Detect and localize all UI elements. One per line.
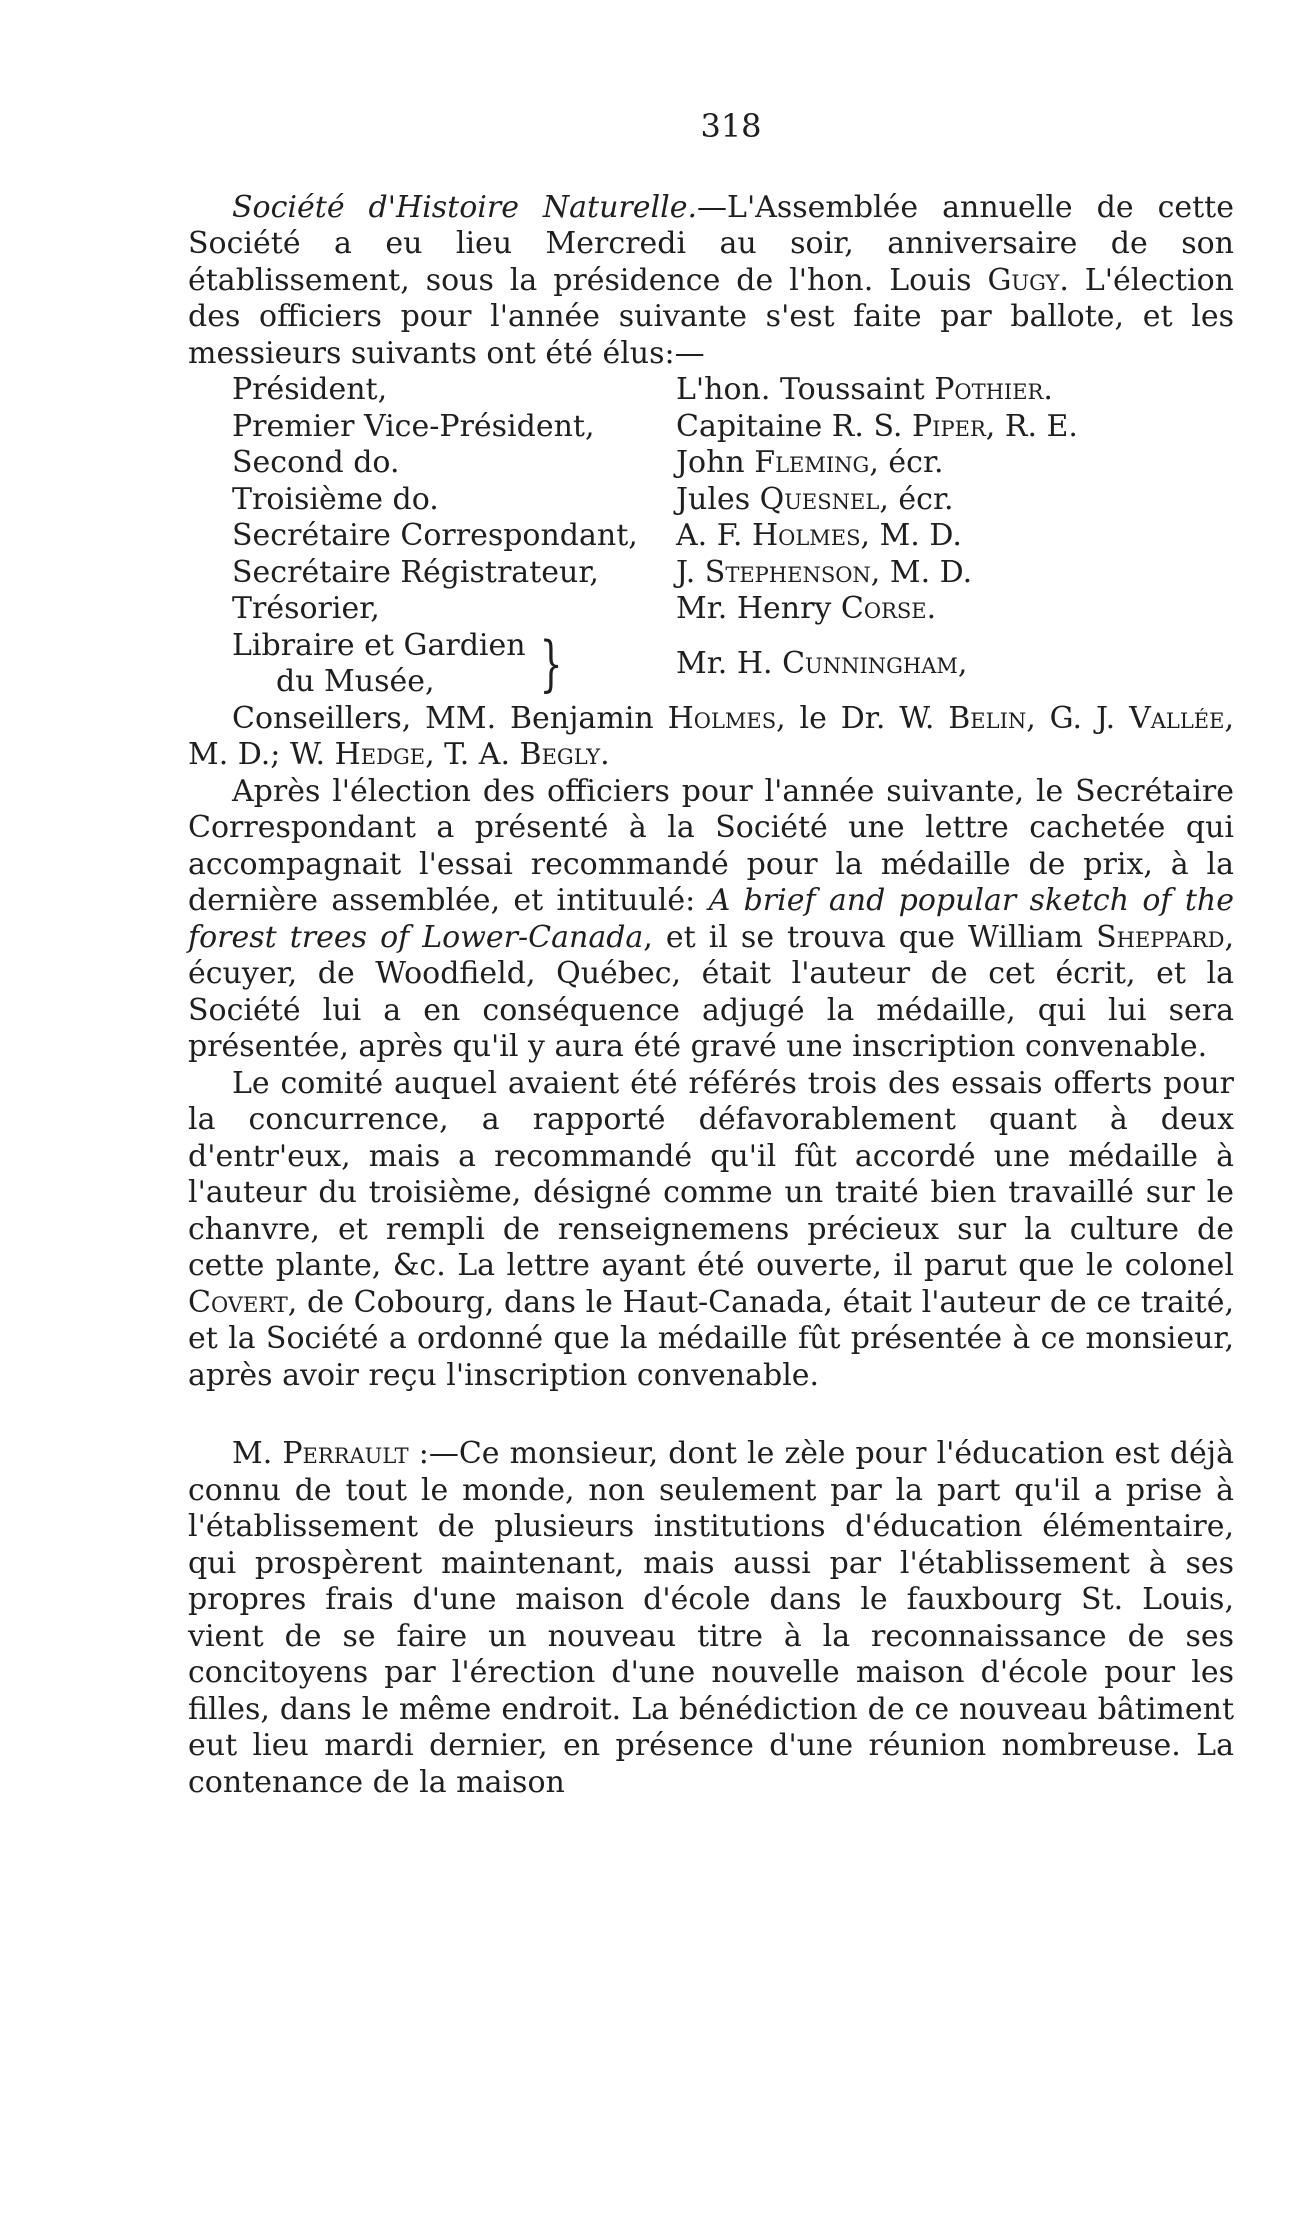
officer-role: Trésorier,	[232, 591, 380, 626]
committee-paragraph: Le comité auquel avaient été référés trois des essais offerts pour la concurrence, a rapporté défavorablement quant à deux d'entr'eux, mais a recommandé qu'il fût accordé une médaille à l'auteur du troisième, désigné comme un traité bien travaillé sur le chanvre, et rempli de renseignemens précieux sur la culture de cette plante, &c. La lettre ayant été ouverte, il parut que le colonel Covert, de Cobourg, dans le Haut-Canada, était l'auteur de ce traité, et la Société a ordonné que la médaille fût présentée à ce monsieur, après avoir reçu l'inscription convenable.	[188, 1065, 1234, 1393]
officer-name: John Fleming, écr.	[676, 445, 944, 480]
officer-row	[232, 518, 1234, 555]
officer-role: Libraire et Gardien du Musée, }	[232, 627, 563, 699]
officer-name: Jules Quesnel, écr.	[676, 481, 954, 517]
section-gap	[188, 1394, 1234, 1436]
document-page	[188, 108, 1234, 1801]
officer-role: Premier Vice-Président,	[232, 408, 595, 444]
officer-row	[232, 445, 1234, 482]
officer-row	[232, 372, 1234, 409]
officer-role: Troisième do.	[232, 481, 439, 517]
society-intro-paragraph: Société d'Histoire Naturelle.—L'Assemblée annuelle de cette Société a eu lieu Mercredi au soir, anniversaire de son établissement, sous la présidence de l'hon. Louis Gugy. L'élection des officiers pour l'année suivante s'est faite par ballote, et les messieurs suivants ont été élus:—	[188, 189, 1234, 371]
officer-role: Second do.	[232, 445, 400, 480]
librarian-row	[232, 628, 1234, 701]
officer-list	[232, 372, 1234, 701]
councillors-paragraph: Conseillers, MM. Benjamin Holmes, le Dr. W. Belin, G. J. Vallée, M. D.; W. Hedge, T. A. Begly.	[188, 700, 1235, 772]
officer-name: J. Stephenson, M. D.	[676, 554, 973, 590]
society-title: Société d'Histoire Naturelle.	[232, 189, 698, 225]
essay-title: A brief and popular sketch of the forest trees of Lower-Canada	[188, 883, 1234, 955]
officer-name: Mr. Henry Corse.	[676, 591, 937, 626]
officer-name: A. F. Holmes, M. D.	[676, 518, 962, 553]
officer-row	[232, 482, 1234, 519]
officer-role: Secrétaire Correspondant,	[232, 518, 638, 553]
officer-role: Secrétaire Régistrateur,	[232, 554, 599, 590]
officer-name: Capitaine R. S. Piper, R. E.	[676, 408, 1078, 444]
page-number: 318	[700, 107, 762, 145]
officer-row	[232, 591, 1234, 628]
officer-name: L'hon. Toussaint Pothier.	[676, 372, 1053, 407]
officer-row	[232, 555, 1234, 592]
officer-row	[232, 409, 1234, 446]
brace-glyph: }	[539, 629, 563, 699]
perrault-name: Perrault	[282, 1436, 409, 1471]
officer-name: Mr. H. Cunningham,	[676, 645, 968, 681]
officer-role: Président,	[232, 372, 388, 407]
perrault-paragraph: M. Perrault :—Ce monsieur, dont le zèle pour l'éducation est déjà connu de tout le monde, non seulement par la part qu'il a prise à l'établissement de plusieurs institutions d'éducation élémentaire, qui prospèrent maintenant, mais aussi par l'établissement à ses propres frais d'une maison d'école dans le fauxbourg St. Louis, vient de se faire un nouveau titre à la reconnaissance de ses concitoyens par l'érection d'une nouvelle maison d'école pour les filles, dans le même endroit. La bénédiction de ce nouveau bâtiment eut lieu mardi dernier, en présence d'une réunion nombreuse. La contenance de la maison	[188, 1436, 1234, 1800]
medal-paragraph: Après l'élection des officiers pour l'année suivante, le Secrétaire Correspondant a présenté à la Société une lettre cachetée qui accompagnait l'essai recommandé pour la médaille de prix, à la dernière assemblée, et intituulé: A brief and popular sketch of the forest trees of Lower-Canada, et il se trouva que William Sheppard, écuyer, de Woodfield, Québec, était l'auteur de cet écrit, et la Société lui a en conséquence adjugé la médaille, qui lui sera présentée, après qu'il y aura été gravé une inscription convenable.	[188, 773, 1234, 1064]
